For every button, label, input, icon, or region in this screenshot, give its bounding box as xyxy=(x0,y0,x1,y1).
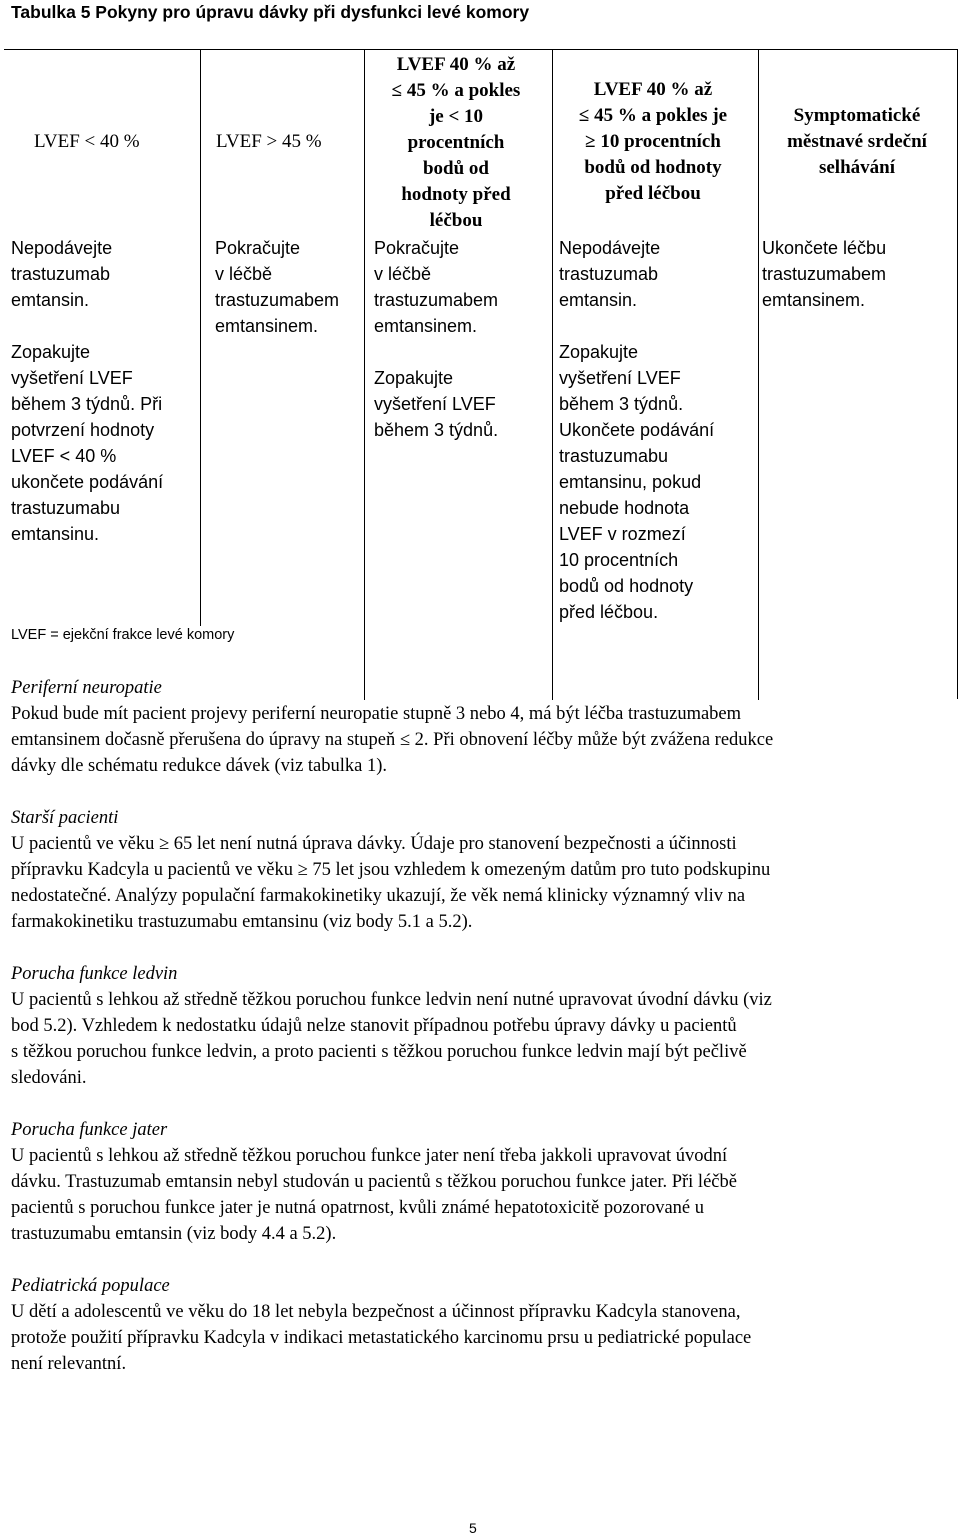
cell-line: nebude hodnota xyxy=(559,498,690,518)
section-heading: Porucha funkce jater xyxy=(11,1120,168,1140)
cell-line: ≥ 10 procentních xyxy=(585,131,721,152)
cell-line: trastuzumab xyxy=(559,264,659,284)
cell-line: v léčbě xyxy=(374,264,432,284)
section-heading: Periferní neuropatie xyxy=(11,678,162,698)
section-body xyxy=(11,987,951,1091)
cell-line: LVEF < 40 % xyxy=(34,131,140,152)
paragraph-line: přípravku Kadcyla u pacientů ve věku ≥ 75 let jsou vzhledem k omezeným datům pro tuto podskupinu xyxy=(11,860,771,880)
cell-line: před léčbou xyxy=(605,183,701,204)
cell-line: emtansinem. xyxy=(374,316,478,336)
cell-line: procentních xyxy=(407,132,505,153)
header-lvef-decline-small xyxy=(366,52,546,234)
cell-line: emtansinu, pokud xyxy=(559,472,702,492)
cell-line: emtansinem. xyxy=(215,316,319,336)
section-heading: Pediatrická populace xyxy=(11,1276,170,1296)
paragraph-line: s těžkou poruchou funkce ledvin, a proto pacienti s těžkou poruchou funkce ledvin mají být pečlivě xyxy=(11,1042,747,1062)
cell-line: během 3 týdnů. Při xyxy=(11,394,163,414)
cell-line: emtansin. xyxy=(559,290,638,310)
cell-line: Nepodávejte xyxy=(559,238,661,258)
header-lvef-below-40 xyxy=(34,129,194,155)
cell-line: hodnoty před xyxy=(401,184,511,205)
cell-line: léčbou xyxy=(429,210,483,231)
cell-line: Ukončete léčbu xyxy=(762,238,887,258)
cell-line: vyšetření LVEF xyxy=(374,394,496,414)
cell-line: trastuzumab xyxy=(11,264,111,284)
cell-lvef-decline-small xyxy=(374,235,549,443)
cell-lvef-decline-large xyxy=(559,235,755,625)
cell-line: 10 procentních xyxy=(559,550,679,570)
paragraph-line: farmakokinetiku trastuzumabu emtansinu (viz body 5.1 a 5.2). xyxy=(11,912,473,932)
section-body xyxy=(11,1143,951,1247)
cell-line: Pokračujte xyxy=(374,238,460,258)
paragraph-gap xyxy=(559,313,755,339)
cell-lvef-above-45 xyxy=(215,235,365,339)
cell-line: Nepodávejte xyxy=(11,238,113,258)
cell-line: Zopakujte xyxy=(374,368,454,388)
table-divider xyxy=(200,50,201,626)
cell-line: Symptomatické xyxy=(793,105,921,126)
cell-line: bodů od hodnoty xyxy=(584,157,722,178)
cell-line: LVEF 40 % až xyxy=(396,54,516,75)
page-number: 5 xyxy=(469,1520,477,1536)
section-elderly xyxy=(11,805,951,935)
cell-line: potvrzení hodnoty xyxy=(11,420,155,440)
cell-line: před léčbou. xyxy=(559,602,659,622)
cell-line: emtansin. xyxy=(11,290,90,310)
table-divider xyxy=(758,50,759,700)
header-heart-failure xyxy=(760,103,954,181)
paragraph-line: dávky dle schématu redukce dávek (viz tabulka 1). xyxy=(11,756,388,776)
table-divider xyxy=(552,50,553,700)
cell-line: LVEF 40 % až xyxy=(593,79,713,100)
cell-line: emtansinu. xyxy=(11,524,100,544)
table-caption: Tabulka 5 Pokyny pro úpravu dávky při dysfunkci levé komory xyxy=(11,2,530,22)
paragraph-line: U pacientů ve věku ≥ 65 let není nutná úprava dávky. Údaje pro stanovení bezpečnosti a účinnosti xyxy=(11,834,737,854)
cell-line: bodů od hodnoty xyxy=(559,576,694,596)
cell-line: LVEF > 45 % xyxy=(216,131,322,152)
paragraph-line: trastuzumabu emtansin (viz body 4.4 a 5.2). xyxy=(11,1224,337,1244)
paragraph-line: bod 5.2). Vzhledem k nedostatku údajů nelze stanovit případnou potřebu úpravy dávky u pacientů xyxy=(11,1016,737,1036)
cell-line: během 3 týdnů. xyxy=(559,394,684,414)
cell-line: LVEF v rozmezí xyxy=(559,524,686,544)
cell-lvef-below-40 xyxy=(11,235,197,547)
cell-line: trastuzumabem xyxy=(215,290,340,310)
paragraph-line: sledováni. xyxy=(11,1068,87,1088)
paragraph-line: protože použití přípravku Kadcyla v indikaci metastatického karcinomu prsu u pediatrické populace xyxy=(11,1328,752,1348)
section-peripheral-neuropathy xyxy=(11,675,951,779)
cell-line: vyšetření LVEF xyxy=(11,368,133,388)
cell-line: Zopakujte xyxy=(11,342,91,362)
section-renal-impairment xyxy=(11,961,951,1091)
cell-line: ≤ 45 % a pokles xyxy=(391,80,521,101)
cell-line: trastuzumabem xyxy=(762,264,887,284)
section-body xyxy=(11,701,951,779)
paragraph-line: Pokud bude mít pacient projevy periferní neuropatie stupně 3 nebo 4, má být léčba trastuzumabem xyxy=(11,704,742,724)
cell-line: je < 10 xyxy=(428,106,484,127)
section-heading: Porucha funkce ledvin xyxy=(11,964,178,984)
cell-line: během 3 týdnů. xyxy=(374,420,499,440)
cell-line: městnavé srdeční xyxy=(787,131,927,152)
paragraph-line: emtansinem dočasně přerušena do úpravy na stupeň ≤ 2. Při obnovení léčby může být zvážena redukce xyxy=(11,730,774,750)
paragraph-line: dávku. Trastuzumab emtansin nebyl studován u pacientů s těžkou poruchou funkce jater. Při léčbě xyxy=(11,1172,737,1192)
paragraph-line: U pacientů s lehkou až středně těžkou poruchou funkce jater není třeba jakkoli upravovat úvodní xyxy=(11,1146,728,1166)
cell-line: trastuzumabu xyxy=(11,498,121,518)
cell-line: ukončete podávání xyxy=(11,472,164,492)
paragraph-line: není relevantní. xyxy=(11,1354,127,1374)
cell-line: LVEF < 40 % xyxy=(11,446,117,466)
paragraph-line: pacientů s poruchou funkce jater je nutná opatrnost, kvůli známé hepatotoxicitě pozorované u xyxy=(11,1198,705,1218)
cell-line: trastuzumabu xyxy=(559,446,669,466)
table-footnote: LVEF = ejekční frakce levé komory xyxy=(11,627,235,643)
paragraph-gap xyxy=(374,339,549,365)
section-hepatic-impairment xyxy=(11,1117,951,1247)
cell-line: selhávání xyxy=(818,157,896,178)
paragraph-line: nedostatečné. Analýzy populační farmakokinetiky ukazují, že věk nemá klinicky významný vliv na xyxy=(11,886,746,906)
cell-line: emtansinem. xyxy=(762,290,866,310)
cell-heart-failure xyxy=(762,235,956,313)
header-lvef-decline-large xyxy=(555,77,751,207)
cell-line: ≤ 45 % a pokles je xyxy=(578,105,728,126)
section-pediatric xyxy=(11,1273,951,1377)
paragraph-gap xyxy=(11,313,197,339)
section-heading: Starší pacienti xyxy=(11,808,119,828)
paragraph-line: U pacientů s lehkou až středně těžkou poruchou funkce ledvin není nutné upravovat úvodní dávku (viz xyxy=(11,990,772,1010)
paragraph-line: U dětí a adolescentů ve věku do 18 let nebyla bezpečnost a účinnost přípravku Kadcyla stanovena, xyxy=(11,1302,741,1322)
cell-line: v léčbě xyxy=(215,264,273,284)
cell-line: Ukončete podávání xyxy=(559,420,715,440)
cell-line: trastuzumabem xyxy=(374,290,499,310)
cell-line: vyšetření LVEF xyxy=(559,368,681,388)
header-lvef-above-45 xyxy=(216,129,376,155)
cell-line: Pokračujte xyxy=(215,238,301,258)
section-body xyxy=(11,831,951,935)
section-body xyxy=(11,1299,951,1377)
cell-line: bodů od xyxy=(422,158,490,179)
cell-line: Zopakujte xyxy=(559,342,639,362)
